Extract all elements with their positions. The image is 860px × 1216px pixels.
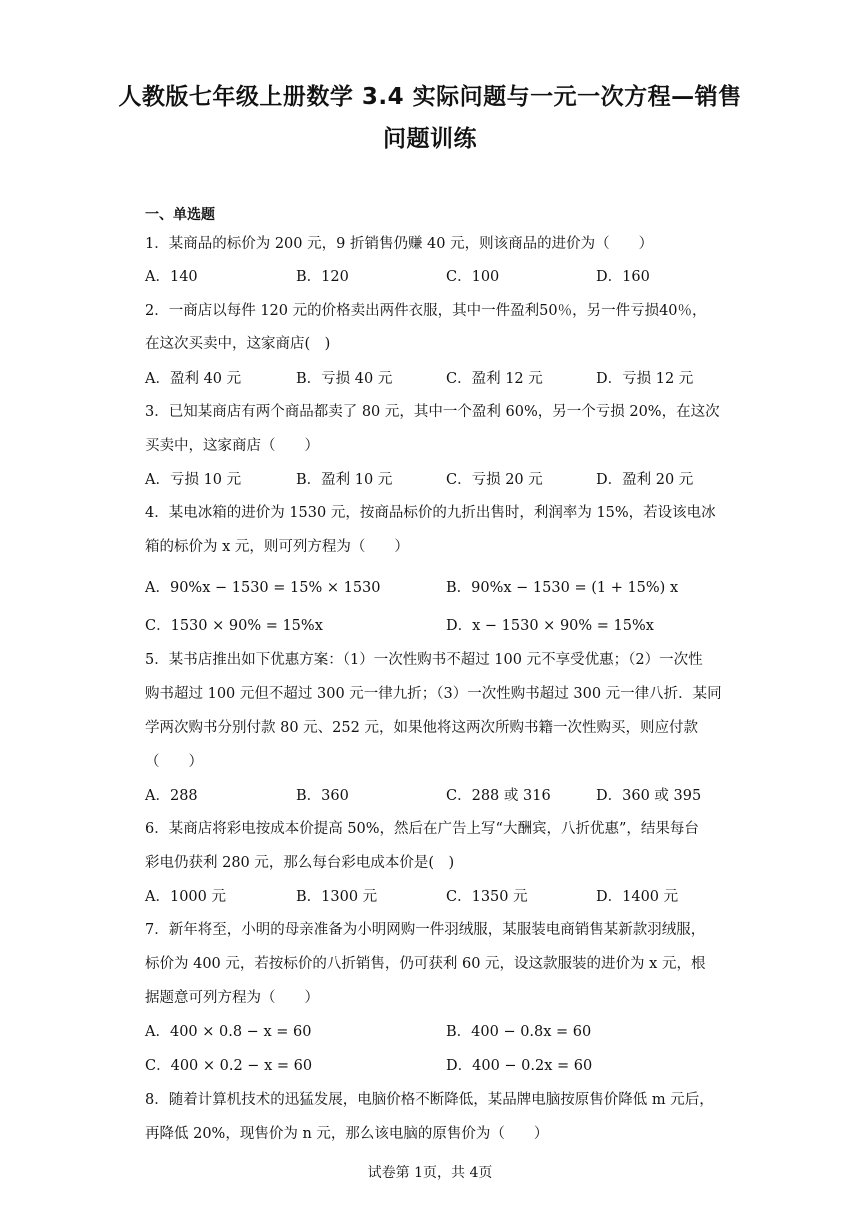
question-5-option-a: A．288 xyxy=(145,788,198,804)
question-6-line-1: 6．某商店将彩电按成本价提高 50%，然后在广告上写“大酬宾，八折优惠”，结果每台 xyxy=(145,821,699,837)
question-4-option-b: B．90%x − 1530 = (1 + 15%) x xyxy=(446,580,679,596)
question-6-option-c: C．1350 元 xyxy=(446,889,528,905)
question-3-line-1: 3．已知某商店有两个商品都卖了 80 元，其中一个盈利 60%，另一个亏损 20%，在这次 xyxy=(145,404,720,420)
question-3-line-2: 买卖中，这家商店（ ） xyxy=(145,438,319,454)
question-7-line-3: 据题意可列方程为（ ） xyxy=(145,990,319,1006)
question-8-line-1: 8．随着计算机技术的迅猛发展，电脑价格不断降低，某品牌电脑按原售价降低 m 元后， xyxy=(145,1092,714,1108)
question-4-line-2: 箱的标价为 x 元，则可列方程为（ ） xyxy=(145,539,409,555)
question-4-option-d: D．x − 1530 × 90% = 15%x xyxy=(446,618,654,634)
question-1-line-1: 1．某商品的标价为 200 元，9 折销售仍赚 40 元，则该商品的进价为（ ） xyxy=(145,236,654,252)
section-heading: 一、单选题 xyxy=(145,207,215,223)
page-footer: 试卷第 1页，共 4页 xyxy=(367,1165,493,1181)
question-2-line-1: 2．一商店以每件 120 元的价格卖出两件衣服，其中一件盈利50％，另一件亏损40％， xyxy=(145,303,707,319)
document-title-line-2: 问题训练 xyxy=(383,126,477,152)
question-6-option-d: D．1400 元 xyxy=(596,889,679,905)
question-2-option-b: B．亏损 40 元 xyxy=(296,371,393,387)
question-3-option-b: B．盈利 10 元 xyxy=(296,472,393,488)
question-2-option-d: D．亏损 12 元 xyxy=(596,371,694,387)
question-7-option-b: B．400 − 0.8x = 60 xyxy=(446,1024,592,1040)
question-5-line-4: （ ） xyxy=(145,754,203,770)
question-7-line-2: 标价为 400 元，若按标价的八折销售，仍可获利 60 元，设这款服装的进价为 x 元，根 xyxy=(145,956,706,972)
question-6-option-b: B．1300 元 xyxy=(296,889,378,905)
question-8-line-2: 再降低 20%，现售价为 n 元，那么该电脑的原售价为（ ） xyxy=(145,1126,549,1142)
question-5-line-3: 学两次购书分别付款 80 元、252 元，如果他将这两次所购书籍一次性购买，则应付款 xyxy=(145,720,698,736)
question-2-line-2: 在这次买卖中，这家商店( ) xyxy=(145,336,331,352)
question-6-option-a: A．1000 元 xyxy=(145,889,226,905)
question-5-line-1: 5．某书店推出如下优惠方案：（1）一次性购书不超过 100 元不享受优惠；（2）一次性 xyxy=(145,652,703,668)
question-5-option-c: C．288 或 316 xyxy=(446,788,551,804)
question-3-option-c: C．亏损 20 元 xyxy=(446,472,543,488)
question-2-option-c: C．盈利 12 元 xyxy=(446,371,543,387)
question-6-line-2: 彩电仍获利 280 元，那么每台彩电成本价是( ) xyxy=(145,855,455,871)
question-7-option-c: C．400 × 0.2 − x = 60 xyxy=(145,1058,313,1074)
question-1-option-b: B．120 xyxy=(296,269,349,285)
question-4-option-c: C．1530 × 90% = 15%x xyxy=(145,618,323,634)
question-1-option-d: D．160 xyxy=(596,269,650,285)
question-7-option-a: A．400 × 0.8 − x = 60 xyxy=(145,1024,312,1040)
question-2-option-a: A．盈利 40 元 xyxy=(145,371,242,387)
question-7-option-d: D．400 − 0.2x = 60 xyxy=(446,1058,593,1074)
question-1-option-a: A．140 xyxy=(145,269,198,285)
question-3-option-d: D．盈利 20 元 xyxy=(596,472,694,488)
question-4-option-a: A．90%x − 1530 = 15% × 1530 xyxy=(145,580,381,596)
document-title-line-1: 人教版七年级上册数学 3.4 实际问题与一元一次方程—销售 xyxy=(118,84,742,110)
question-5-option-b: B．360 xyxy=(296,788,349,804)
question-1-option-c: C．100 xyxy=(446,269,500,285)
question-4-line-1: 4．某电冰箱的进价为 1530 元，按商品标价的九折出售时，利润率为 15%，若设该电冰 xyxy=(145,505,716,521)
question-3-option-a: A．亏损 10 元 xyxy=(145,472,242,488)
question-5-option-d: D．360 或 395 xyxy=(596,788,702,804)
question-5-line-2: 购书超过 100 元但不超过 300 元一律九折；（3）一次性购书超过 300 元一律八折．某同 xyxy=(145,686,722,702)
question-7-line-1: 7．新年将至，小明的母亲准备为小明网购一件羽绒服，某服装电商销售某新款羽绒服， xyxy=(145,922,706,938)
